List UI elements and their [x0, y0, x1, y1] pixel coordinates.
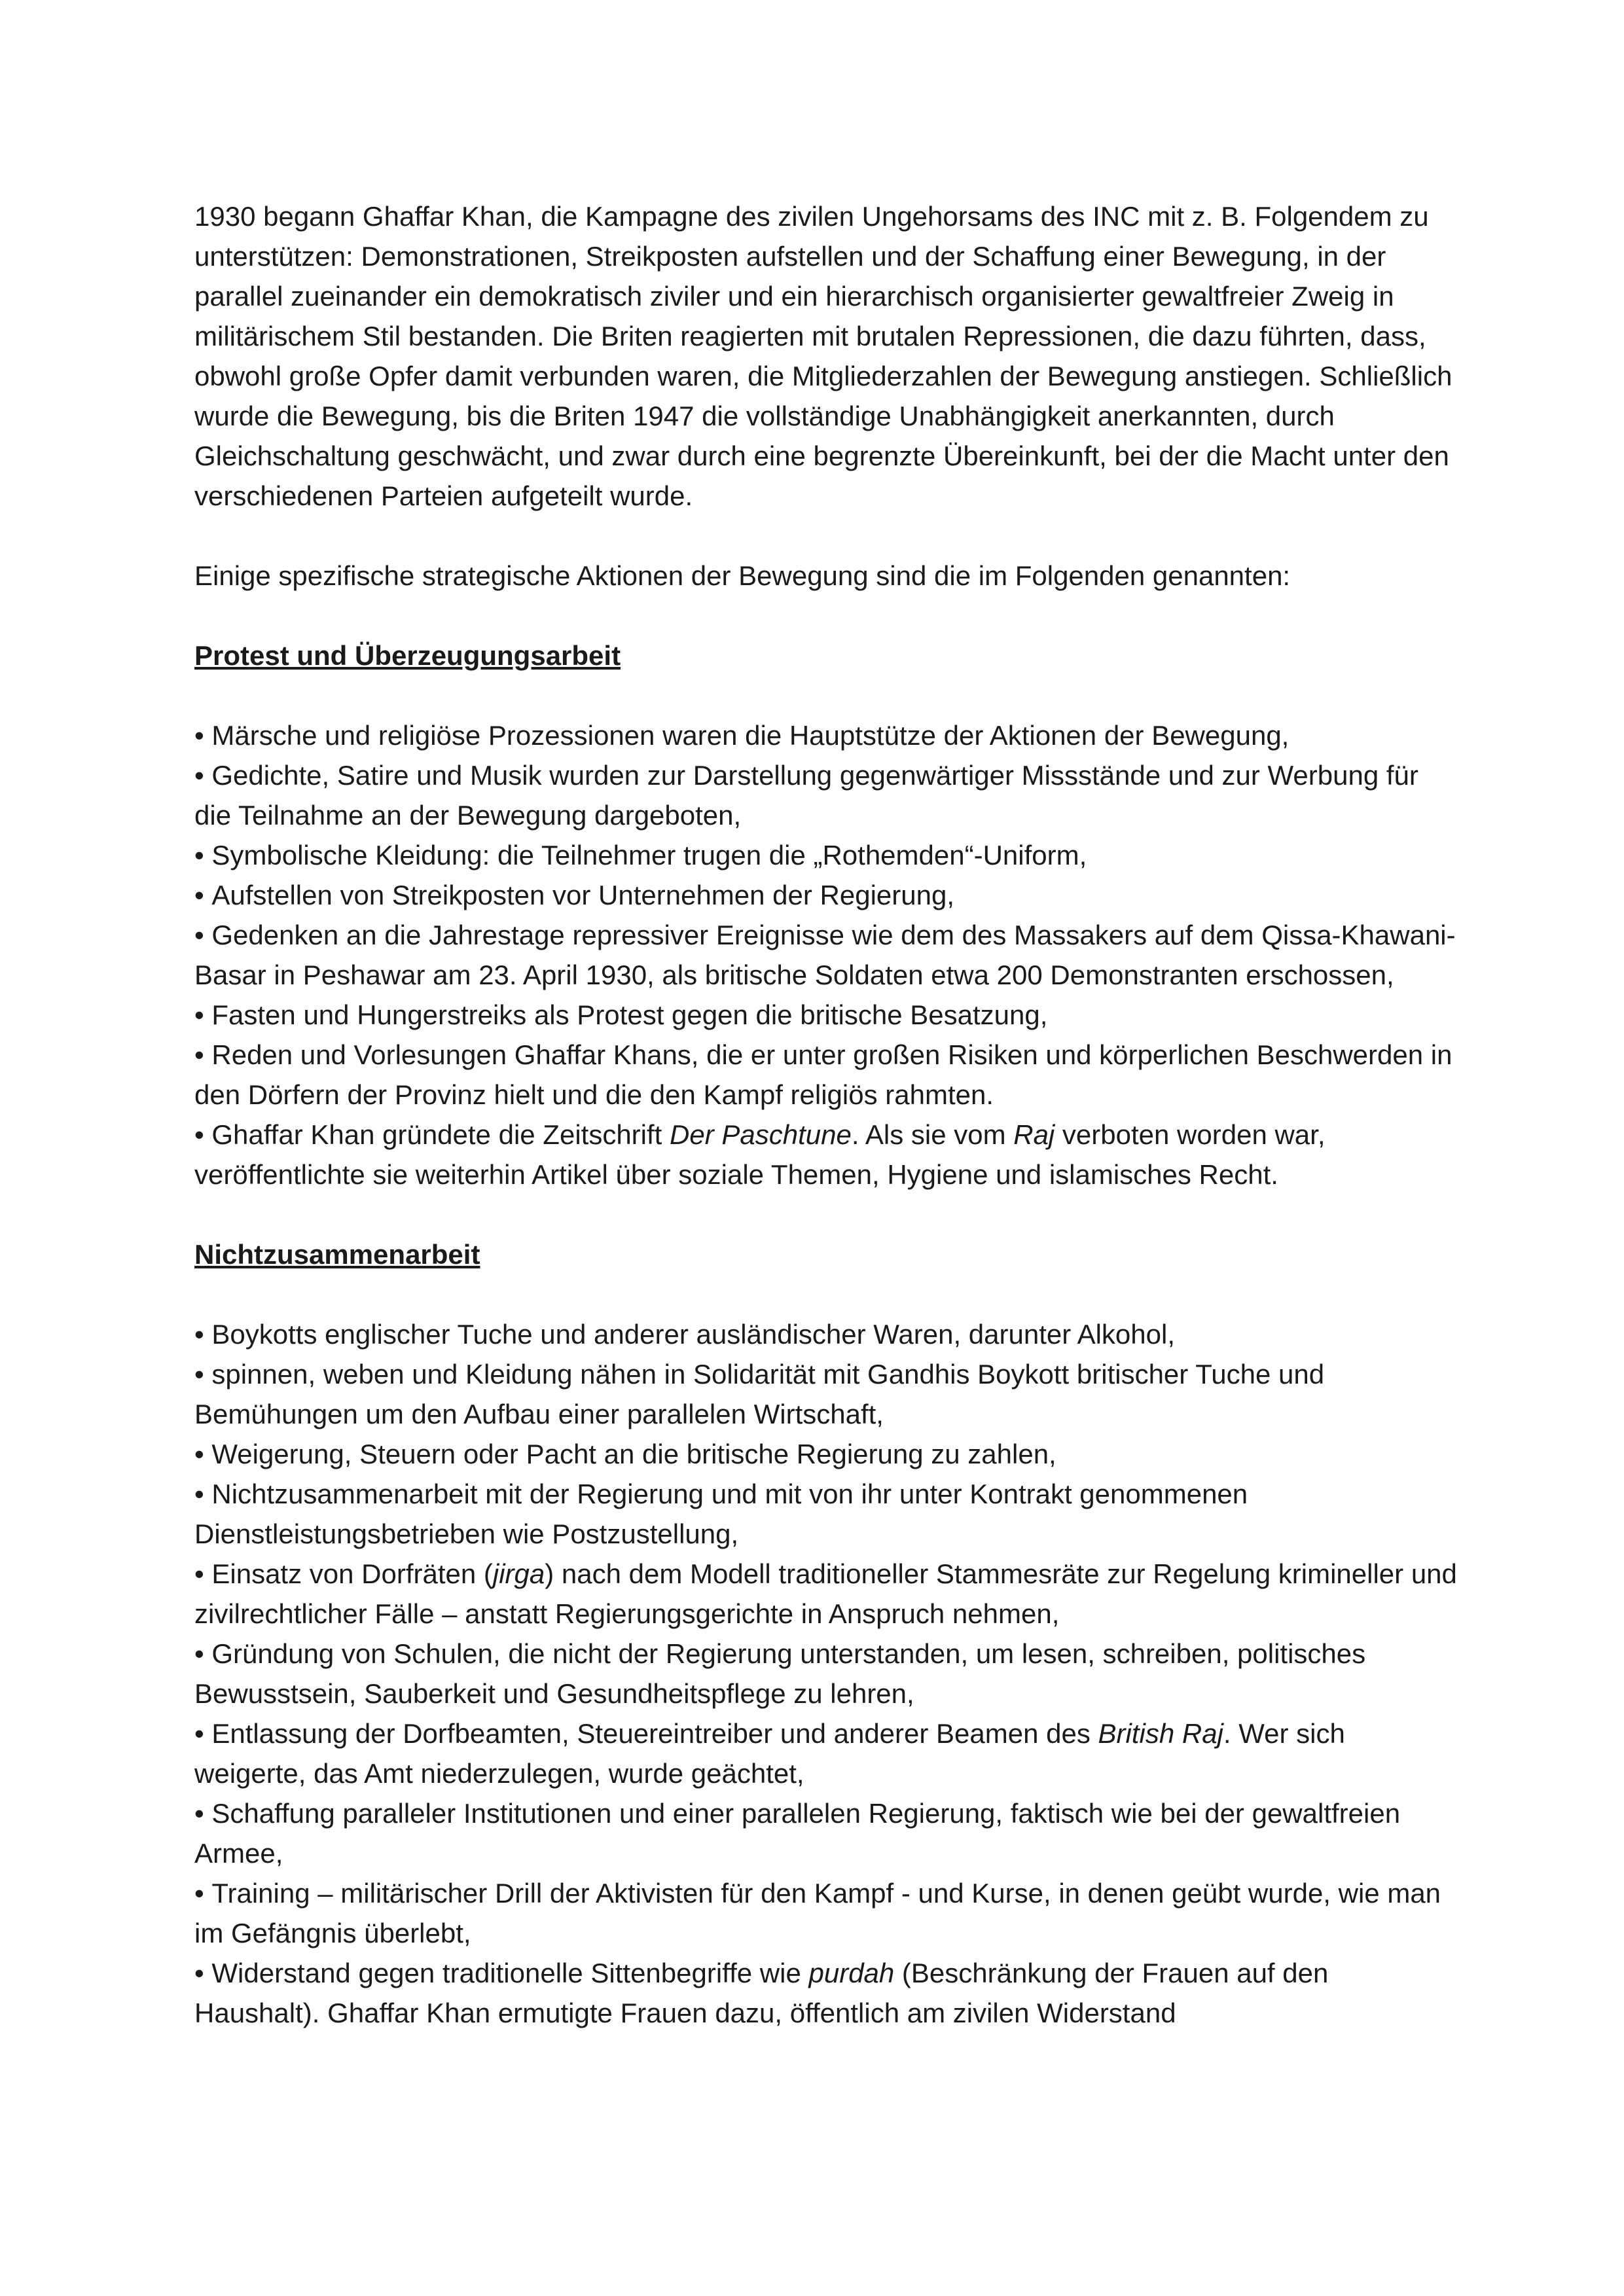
list-item: • Einsatz von Dorfräten (jirga) nach dem Modell traditioneller Stammesräte zur Regelung krimineller und zivilrechtlicher Fälle – anstatt Regierungsgerichte in Anspruch nehmen,	[194, 1554, 1458, 1634]
list-item: • Gedichte, Satire und Musik wurden zur Darstellung gegenwärtiger Missstände und zur Werbung für die Teilnahme an der Bewegung dargeboten,	[194, 755, 1458, 835]
list-item: • Symbolische Kleidung: die Teilnehmer trugen die „Rothemden“-Uniform,	[194, 835, 1458, 875]
list-item: • Nichtzusammenarbeit mit der Regierung und mit von ihr unter Kontrakt genommenen Dienstleistungsbetrieben wie Postzustellung,	[194, 1474, 1458, 1554]
list-item: • Boykotts englischer Tuche und anderer ausländischer Waren, darunter Alkohol,	[194, 1314, 1458, 1354]
lead-paragraph: Einige spezifische strategische Aktionen der Bewegung sind die im Folgenden genannten:	[194, 560, 1291, 591]
list-item: • Schaffung paralleler Institutionen und einer parallelen Regierung, faktisch wie bei der gewaltfreien Armee,	[194, 1793, 1458, 1873]
list-item: • Gedenken an die Jahrestage repressiver Ereignisse wie dem des Massakers auf dem Qissa-Khawani-Basar in Peshawar am 23. April 1930, als britische Soldaten etwa 200 Demonstranten erschossen,	[194, 915, 1458, 995]
intro-paragraph: 1930 begann Ghaffar Khan, die Kampagne des zivilen Ungehorsams des INC mit z. B. Folgendem zu unterstützen: Demonstrationen, Streikposten aufstellen und der Schaffung einer Bewegung, in der parallel zueinander ein demokratisch ziviler und ein hierarchisch organisierter gewaltfreier Zweig in militärischem Stil bestanden. Die Briten reagierten mit brutalen Repressionen, die dazu führten, dass, obwohl große Opfer damit verbunden waren, die Mitgliederzahlen der Bewegung anstiegen. Schließlich wurde die Bewegung, bis die Briten 1947 die vollständige Unabhängigkeit anerkannten, durch Gleichschaltung geschwächt, und zwar durch eine begrenzte Übereinkunft, bei der die Macht unter den verschiedenen Parteien aufgeteilt wurde.	[194, 201, 1453, 511]
list-item: • Ghaffar Khan gründete die Zeitschrift Der Paschtune. Als sie vom Raj verboten worden war, veröffentlichte sie weiterhin Artikel über soziale Themen, Hygiene und islamisches Recht.	[194, 1115, 1458, 1194]
list-item: • Fasten und Hungerstreiks als Protest gegen die britische Besatzung,	[194, 995, 1458, 1035]
section-heading-noncooperation: Nichtzusammenarbeit	[194, 1239, 480, 1270]
list-item: • Weigerung, Steuern oder Pacht an die britische Regierung zu zahlen,	[194, 1434, 1458, 1474]
section-heading-protest: Protest und Überzeugungsarbeit	[194, 640, 621, 671]
list-item: • Reden und Vorlesungen Ghaffar Khans, die er unter großen Risiken und körperlichen Beschwerden in den Dörfern der Provinz hielt und die den Kampf religiös rahmten.	[194, 1035, 1458, 1115]
list-item: • Gründung von Schulen, die nicht der Regierung unterstanden, um lesen, schreiben, politisches Bewusstsein, Sauberkeit und Gesundheitspflege zu lehren,	[194, 1634, 1458, 1713]
document-page	[194, 196, 1458, 2033]
list-item: • spinnen, weben und Kleidung nähen in Solidarität mit Gandhis Boykott britischer Tuche und Bemühungen um den Aufbau einer parallelen Wirtschaft,	[194, 1354, 1458, 1434]
list-item: • Widerstand gegen traditionelle Sittenbegriffe wie purdah (Beschränkung der Frauen auf den Haushalt). Ghaffar Khan ermutigte Frauen dazu, öffentlich am zivilen Widerstand	[194, 1953, 1458, 2033]
list-item: • Training – militärischer Drill der Aktivisten für den Kampf - und Kurse, in denen geübt wurde, wie man im Gefängnis überlebt,	[194, 1873, 1458, 1953]
list-item: • Märsche und religiöse Prozessionen waren die Hauptstütze der Aktionen der Bewegung,	[194, 715, 1458, 755]
noncooperation-list	[194, 1314, 1458, 2033]
protest-list	[194, 715, 1458, 1194]
list-item: • Aufstellen von Streikposten vor Unternehmen der Regierung,	[194, 875, 1458, 915]
list-item: • Entlassung der Dorfbeamten, Steuereintreiber und anderer Beamen des British Raj. Wer sich weigerte, das Amt niederzulegen, wurde geächtet,	[194, 1713, 1458, 1793]
